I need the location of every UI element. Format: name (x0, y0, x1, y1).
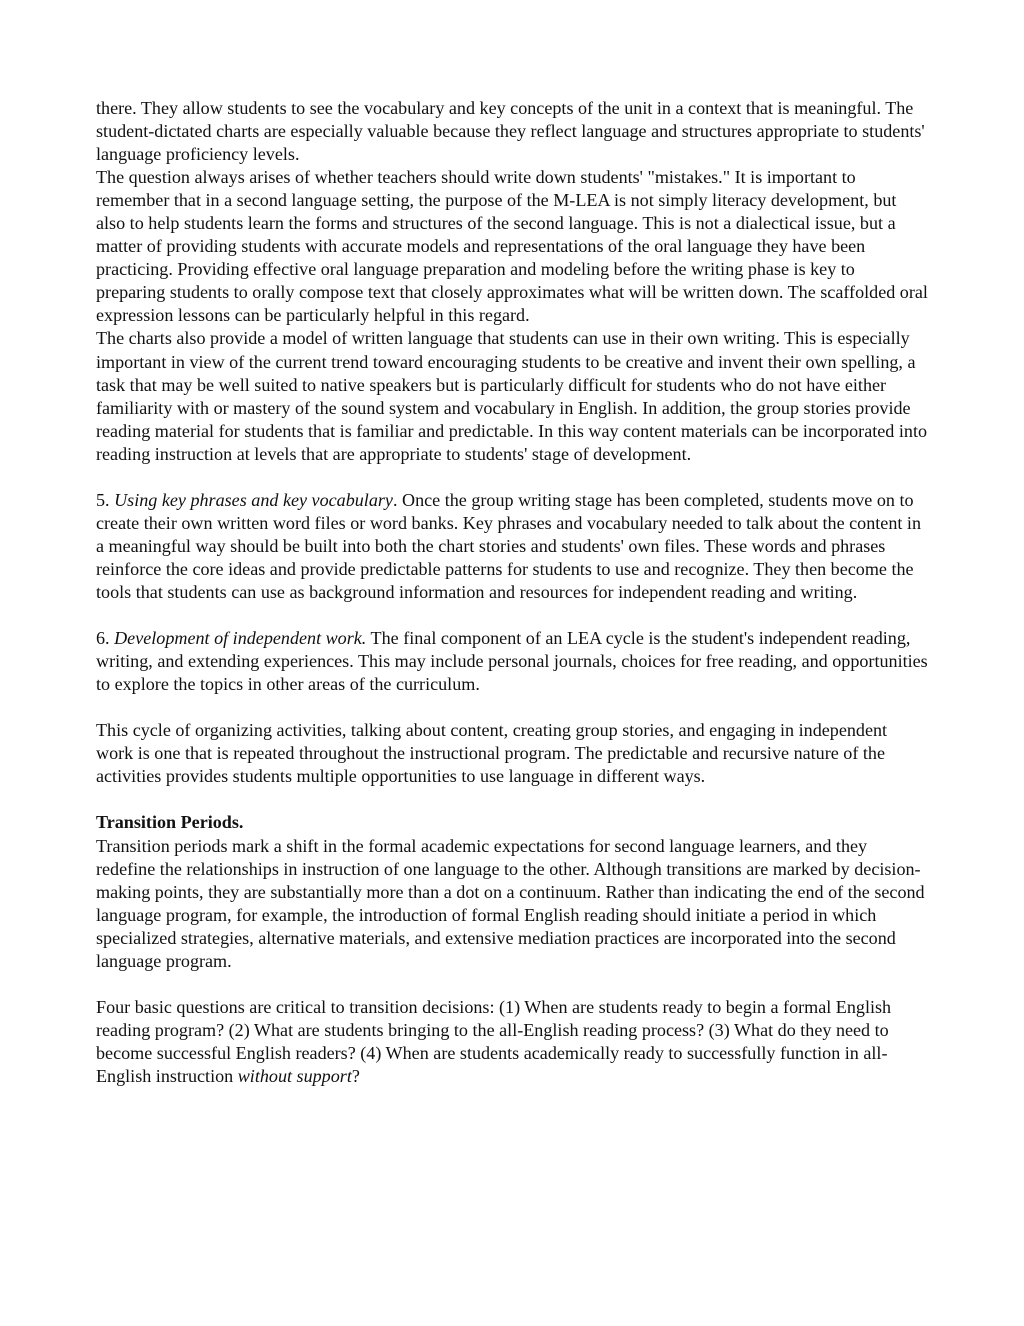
list-number: 5. (96, 489, 115, 510)
paragraph-written-model: The charts also provide a model of written language that students can use in their own writing. This is especially important in view of the current trend toward encouraging students to be creative and invent their own spelling, a task that may be well suited to native speakers but is particularly difficult for students who do not have either familiarity with or mastery of the sound system and vocabulary in English. In addition, the group stories provide reading material for students that is familiar and predictable. In this way content materials can be incorporated into reading instruction at levels that are appropriate to students' stage of development. (96, 328, 928, 464)
paragraph-spacer (96, 604, 928, 627)
paragraph-four-questions (96, 996, 928, 1088)
questions-end: ? (351, 1065, 360, 1086)
paragraph-chart-value: there. They allow students to see the vocabulary and key concepts of the unit in a context that is meaningful. The student-dictated charts are especially valuable because they reflect language and structures appropriate to students' language proficiency levels. (96, 98, 925, 165)
paragraph-transition-periods: Transition periods mark a shift in the formal academic expectations for second language learners, and they redefine the relationships in instruction of one language to the other. Although transitions are marked by decision-making points, they are substantially more than a dot on a continuum. Rather than indicating the end of the second language program, for example, the introduction of formal English reading should initiate a period in which specialized strategies, alternative materials, and extensive mediation practices are incorporated into the second language program. (96, 835, 925, 971)
list-item-body: The final component of an LEA cycle is the student's independent reading, writing, and extending experiences. This may include personal journals, choices for free reading, and opportunities to explore the topics in other areas of the curriculum. (96, 628, 928, 695)
paragraph-key-phrases (96, 489, 928, 604)
list-item-title: Development of independent work. (114, 628, 367, 649)
list-number: 6. (96, 628, 115, 649)
paragraph-spacer (96, 788, 928, 811)
section-heading: Transition Periods. (96, 812, 244, 833)
paragraph-spacer (96, 466, 928, 489)
questions-body: Four basic questions are critical to transition decisions: (1) When are students ready to begin a formal English reading program? (2) What are students bringing to the all-English reading process? (3) What do they need to become successful English readers? (4) When are students academically ready to successfully function in all-English instruction (96, 996, 892, 1086)
emphasis-text: without support (237, 1065, 352, 1086)
list-item-title: Using key phrases and key vocabulary (114, 489, 393, 510)
list-item-body: . Once the group writing stage has been completed, students move on to create their own written word files or word banks. Key phrases and vocabulary needed to talk about the content in a meaningful way should be built into both the chart stories and students' own files. These words and phrases reinforce the core ideas and provide predictable patterns for students to use and recognize. They then become the tools that students can use as background information and resources for independent reading and writing. (96, 489, 922, 602)
document-page (96, 97, 928, 1088)
paragraph-spacer (96, 973, 928, 996)
paragraph-cycle-summary: This cycle of organizing activities, talking about content, creating group stories, and engaging in independent work is one that is repeated throughout the instructional program. The predictable and recursive nature of the activities provides students multiple opportunities to use language in different ways. (96, 720, 888, 787)
paragraph-mistakes-question: The question always arises of whether teachers should write down students' "mistakes." It is important to remember that in a second language setting, the purpose of the M-LEA is not simply literacy development, but also to help students learn the forms and structures of the second language. This is not a dialectical issue, but a matter of providing students with accurate models and representations of the oral language they have been practicing. Providing effective oral language preparation and modeling before the writing phase is key to preparing students to orally compose text that closely approximates what will be written down. The scaffolded oral expression lessons can be particularly helpful in this regard. (96, 167, 928, 326)
paragraph-independent-work (96, 627, 928, 696)
paragraph-spacer (96, 696, 928, 719)
